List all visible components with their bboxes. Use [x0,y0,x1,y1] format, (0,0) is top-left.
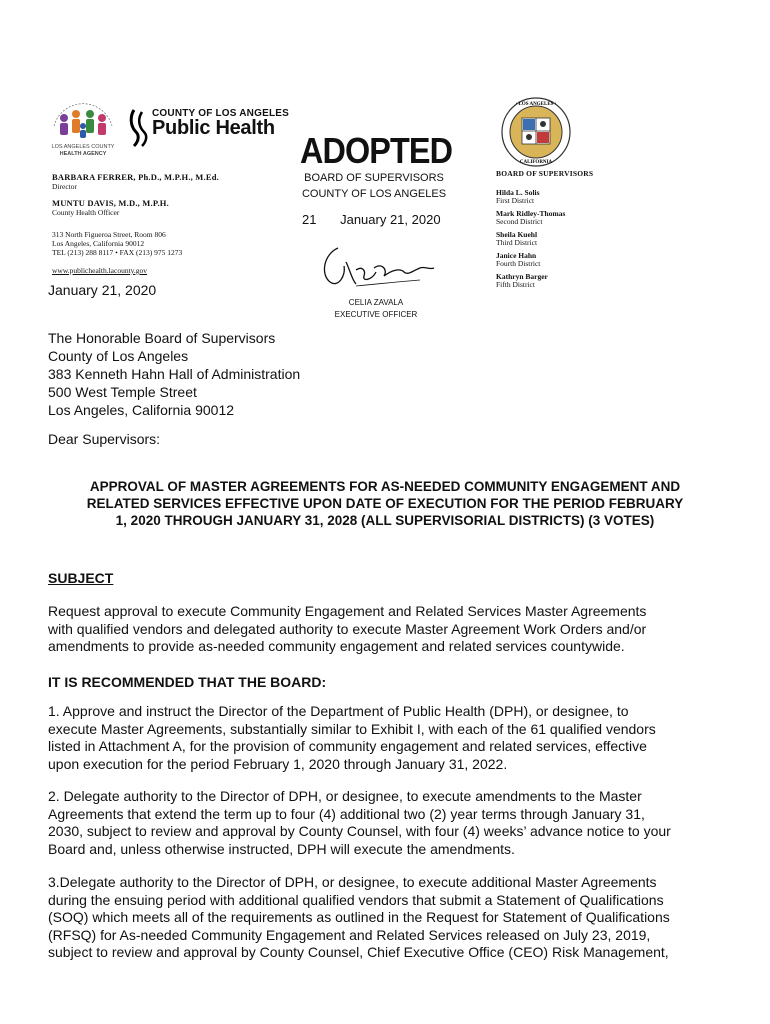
recommendation-1 [48,703,728,773]
board-member: Hilda L. Solis First District [496,187,540,205]
svg-text:HEALTH AGENCY: HEALTH AGENCY [59,151,107,157]
paragraph-line: (SOQ) which meets all of the requirements as outlined in the Request for Statement of Qualifications [48,909,670,925]
recommendation-3 [48,874,728,962]
paragraph-line: subject to review and approval by County Counsel, Chief Executive Office (CEO) Risk Management, [48,944,669,960]
health-agency-logo [46,92,120,164]
addressee-line: 500 West Temple Street [48,384,197,400]
addressee-block [48,329,300,419]
title-line: RELATED SERVICES EFFECTIVE UPON DATE OF EXECUTION FOR THE PERIOD FEBRUARY [86,496,684,511]
stamp-board-line: BOARD OF SUPERVISORS [304,172,444,184]
paragraph-line: amendments to provide as-needed community engagement and related services countywide. [48,638,625,654]
stamp-date: January 21, 2020 [340,212,441,227]
board-member: Janice Hahn Fourth District [496,250,541,268]
executive-officer-name: CELIA ZAVALA [348,298,404,307]
stamp-item-number: 21 [302,212,317,227]
svg-text:CALIFORNIA: CALIFORNIA [519,160,553,165]
letter-title [46,478,724,529]
county-seal-icon [500,96,572,168]
paragraph-line: Board and, unless otherwise instructed, DPH will execute the amendments. [48,840,515,857]
phone-line: TEL (213) 288 8117 • FAX (213) 975 1273 [52,248,183,257]
paragraph-line: listed in Attachment A, for the provision of community engagement and related services, effective [48,738,647,754]
director-title: Director [52,182,77,191]
addressee-line: The Honorable Board of Supervisors [48,330,276,346]
stamp-county-line: COUNTY OF LOS ANGELES [301,188,447,200]
board-members-list [496,170,593,294]
public-health-mark-icon [128,108,150,148]
health-officer-block [52,198,169,218]
subject-paragraph [48,603,728,656]
board-member: Kathryn Barger Fifth District [496,271,548,289]
adopted-stamp: ADOPTED [300,130,453,171]
address-line: 313 North Figueroa Street, Room 806 [52,230,166,239]
department-name: Public Health [152,117,275,139]
executive-officer-title: EXECUTIVE OFFICER [334,310,418,319]
board-member: Sheila Kuehl Third District [496,229,538,247]
paragraph-line: upon execution for the period February 1, 2020 through January 31, 2022. [48,755,508,772]
paragraph-line: Request approval to execute Community Engagement and Related Services Master Agreements [48,603,647,619]
paragraph-line: 2. Delegate authority to the Director of DPH, or designee, to execute amendments to the Master [48,788,642,804]
title-line: APPROVAL OF MASTER AGREEMENTS FOR AS-NEEDED COMMUNITY ENGAGEMENT AND [89,479,681,494]
department-address [52,230,182,257]
svg-text:LOS ANGELES COUNTY: LOS ANGELES COUNTY [51,144,115,150]
addressee-line: County of Los Angeles [48,348,189,364]
letter-date: January 21, 2020 [48,282,157,298]
title-line: 1, 2020 THROUGH JANUARY 31, 2028 (ALL SUPERVISORIAL DISTRICTS) (3 VOTES) [115,513,655,528]
paragraph-line: 2030, subject to review and approval by County Counsel, with four (4) weeks’ advance notice to your [48,823,671,839]
paragraph-line: 1. Approve and instruct the Director of the Department of Public Health (DPH), or designee, to [48,703,629,719]
health-officer-name: MUNTU DAVIS, M.D., M.P.H. [52,198,169,208]
addressee-line: Los Angeles, California 90012 [48,402,235,418]
board-member: Mark Ridley-Thomas Second District [496,208,566,226]
paragraph-line: (RFSQ) for As-needed Community Engagement and Related Services released on July 23, 2019, [48,926,651,943]
addressee-line: 383 Kenneth Hahn Hall of Administration [48,366,301,382]
recommendation-2 [48,788,728,858]
executive-officer-signature [316,240,438,292]
county-label: COUNTY OF LOS ANGELES [152,108,289,119]
health-officer-title: County Health Officer [52,208,120,217]
website-link[interactable]: www.publichealth.lacounty.gov [52,266,148,275]
subject-heading: SUBJECT [48,570,114,586]
paragraph-line: Agreements that extend the term up to four (4) additional two (2) year terms through January 31, [48,805,645,822]
address-line: Los Angeles, California 90012 [52,239,145,248]
stamp-date-row [302,212,441,227]
salutation: Dear Supervisors: [48,431,161,447]
board-header: BOARD OF SUPERVISORS [496,169,594,178]
paragraph-line: execute Master Agreements, substantially similar to Exhibit I, with each of the 61 qualified vendors [48,720,656,737]
svg-text:· LOS ANGELES ·: · LOS ANGELES · [515,102,557,107]
paragraph-line: 3.Delegate authority to the Director of DPH, or designee, to execute additional Master Agreements [48,874,657,890]
director-name: BARBARA FERRER, Ph.D., M.P.H., M.Ed. [52,172,219,182]
public-health-brand [128,108,289,140]
recommendation-heading: IT IS RECOMMENDED THAT THE BOARD: [48,674,327,690]
director-block [52,172,219,192]
paragraph-line: during the ensuing period with additional qualified vendors that submit a Statement of Qualifications [48,891,664,908]
paragraph-line: with qualified vendors and delegated authority to execute Master Agreement Work Orders and/or [48,620,647,637]
